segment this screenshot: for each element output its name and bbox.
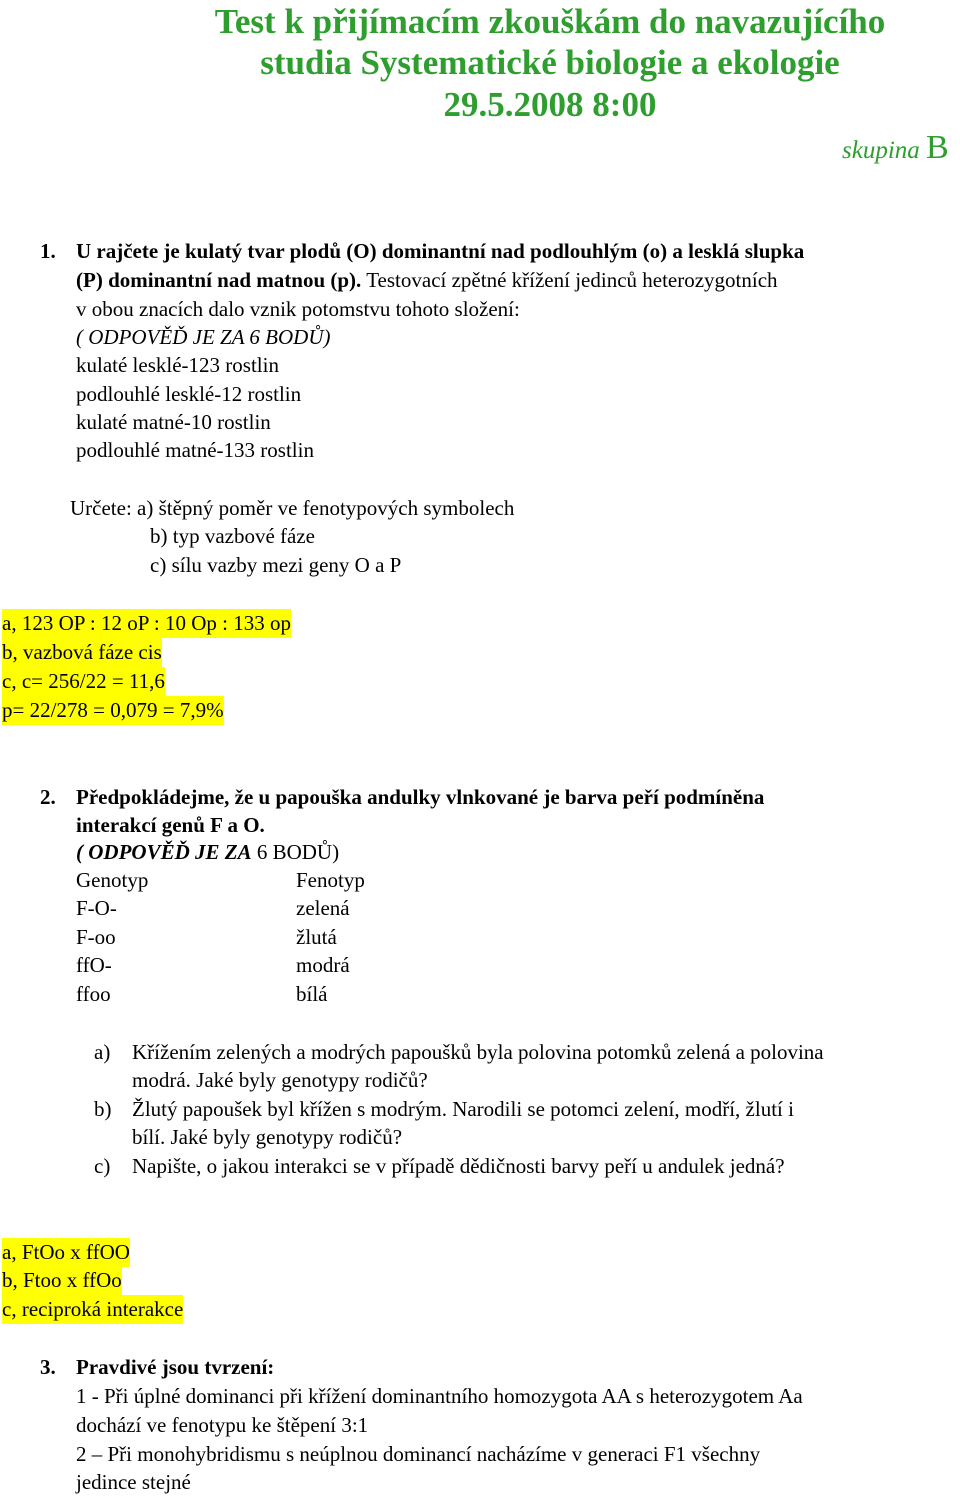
group-label	[842, 128, 949, 171]
q2-genotype-2: F-oo	[76, 925, 116, 949]
q3-heading: Pravdivé jsou tvrzení:	[76, 1355, 275, 1379]
q2-phenotype-4: bílá	[296, 982, 328, 1006]
q1-task-b: b) typ vazbové fáze	[150, 524, 315, 548]
q1-line-1: U rajčete je kulatý tvar plodů (O) dominantní nad podlouhlým (o) a lesklá slupka	[76, 239, 805, 263]
q2-sub-a-line-2: modrá. Jaké byly genotypy rodičů?	[132, 1068, 428, 1092]
q1-number: 1.	[40, 239, 56, 263]
q2-table-head-genotype: Genotyp	[76, 868, 149, 892]
q2-sub-b-label: b)	[94, 1097, 112, 1121]
q2-sub-b-line-2: bílí. Jaké byly genotypy rodičů?	[132, 1125, 403, 1149]
q2-genotype-3: ffO-	[76, 953, 112, 977]
q3-statement-1-line-1: 1 - Při úplné dominanci při křížení dominantního homozygota AA s heterozygotem Aa	[76, 1384, 803, 1408]
q2-line-2: interakcí genů F a O.	[76, 813, 265, 837]
q2-phenotype-3: modrá	[296, 953, 350, 977]
q1-offspring-3: kulaté matné-10 rostlin	[76, 410, 271, 434]
title-line-1: Test k přijímacím zkouškám do navazujícího	[214, 2, 886, 41]
q2-table-head-phenotype: Fenotyp	[296, 868, 365, 892]
q2-phenotype-1: zelená	[296, 896, 350, 920]
q1-answer-p: p= 22/278 = 0,079 = 7,9%	[2, 696, 224, 725]
q1-offspring-1: kulaté lesklé-123 rostlin	[76, 353, 279, 377]
q2-sub-a-label: a)	[94, 1040, 111, 1064]
q3-statement-2-line-1: 2 – Při monohybridismu s neúplnou dominancí nacházíme v generaci F1 všechny	[76, 1442, 761, 1466]
q2-sub-a-line-1: Křížením zelených a modrých papoušků byla polovina potomků zelená a polovina	[132, 1040, 824, 1064]
q2-answer-c: c, reciproká interakce	[2, 1295, 183, 1324]
q2-answer-b: b, Ftoo x ffOo	[2, 1266, 122, 1295]
q2-sub-c-line-1: Napište, o jakou interakci se v případě dědičnosti barvy peří u andulek jedná?	[132, 1154, 785, 1178]
q2-answer-a: a, FtOo x ffOO	[2, 1238, 130, 1267]
title-line-3: 29.5.2008 8:00	[443, 85, 657, 124]
q2-sub-c-label: c)	[94, 1154, 111, 1178]
q1-task-c: c) sílu vazby mezi geny O a P	[150, 553, 402, 577]
q2-phenotype-2: žlutá	[296, 925, 337, 949]
q1-line-3: v obou znacích dalo vznik potomstvu tohoto složení:	[76, 297, 520, 321]
q2-number: 2.	[40, 785, 56, 809]
q2-genotype-1: F-O-	[76, 896, 117, 920]
q2-points-rest: 6 BODŮ)	[256, 840, 340, 864]
q1-line-2-rest: Testovací zpětné křížení jedinců heterozygotních	[366, 268, 778, 292]
q1-offspring-2: podlouhlé lesklé-12 rostlin	[76, 382, 302, 406]
title-line-2: studia Systematické biologie a ekologie	[260, 43, 840, 82]
q1-answer-a: a, 123 OP : 12 oP : 10 Op : 133 op	[2, 609, 291, 638]
q1-line-2-bold: (P) dominantní nad matnou (p).	[76, 268, 362, 292]
group-label-text: skupina	[842, 137, 920, 164]
q1-task-a: Určete: a) štěpný poměr ve fenotypových symbolech	[70, 496, 515, 520]
q3-number: 3.	[40, 1355, 56, 1379]
q2-line-1: Předpokládejme, že u papouška andulky vlnkované je barva peří podmíněna	[76, 785, 765, 809]
q1-line-2	[76, 266, 778, 295]
q2-points	[76, 838, 339, 867]
q1-points: ( ODPOVĚĎ JE ZA 6 BODŮ)	[76, 325, 331, 349]
q3-statement-2-line-2: jedince stejné	[76, 1470, 191, 1494]
q3-statement-1-line-2: dochází ve fenotypu ke štěpení 3:1	[76, 1413, 369, 1437]
q1-offspring-4: podlouhlé matné-133 rostlin	[76, 438, 314, 462]
q2-sub-b-line-1: Žlutý papoušek byl křížen s modrým. Narodili se potomci zelení, modří, žlutí i	[132, 1097, 794, 1121]
q1-answer-b: b, vazbová fáze cis	[2, 638, 162, 667]
q2-points-bold: ( ODPOVĚĎ JE ZA	[76, 840, 252, 864]
group-letter: B	[926, 129, 949, 166]
q2-genotype-4: ffoo	[76, 982, 111, 1006]
q1-answer-c: c, c= 256/22 = 11,6	[2, 667, 165, 696]
